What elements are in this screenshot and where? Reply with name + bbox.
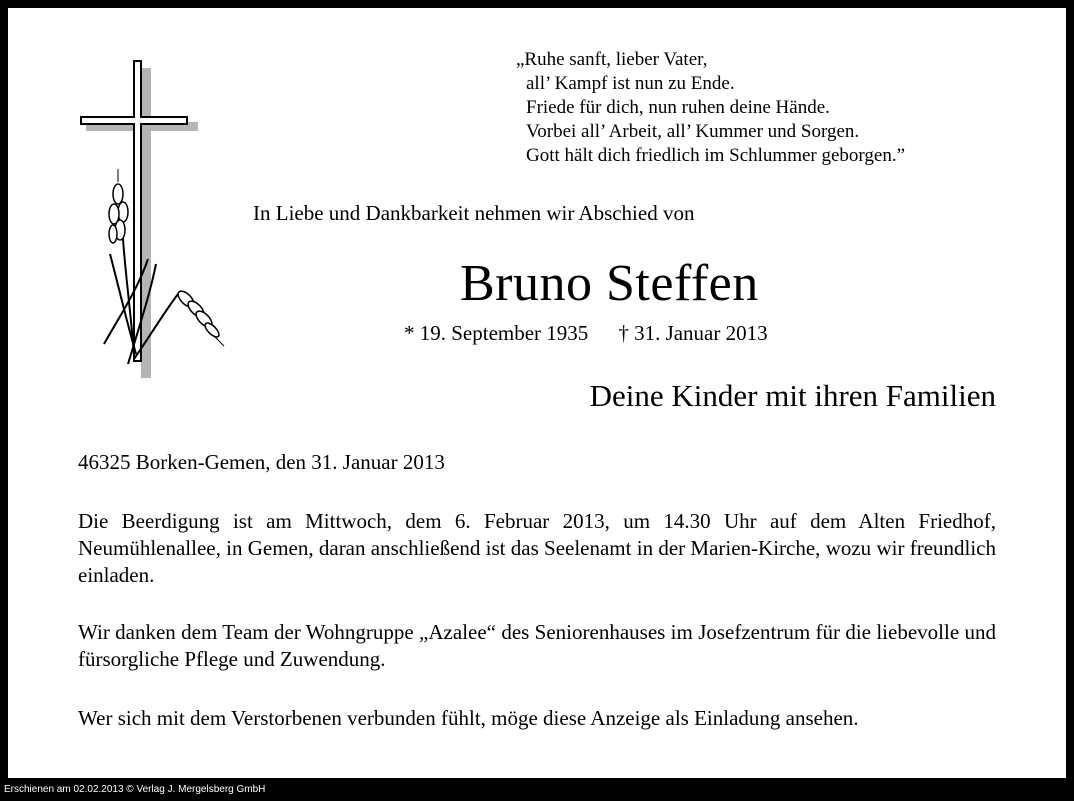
poem-line: Friede für dich, nun ruhen deine Hände. xyxy=(526,97,830,118)
funeral-paragraph: Die Beerdigung ist am Mittwoch, dem 6. Februar 2013, um 14.30 Uhr auf dem Alten Friedhof, Neumühlenallee, in Gemen, daran anschließend ist das Seelenamt in der Marien-Kirche, wozu wir freundlich einladen. xyxy=(78,509,996,587)
mourners: Deine Kinder mit ihren Familien xyxy=(589,378,996,413)
poem-line: „Ruhe sanft, lieber Vater, xyxy=(516,49,708,70)
cross-wheat-icon xyxy=(78,54,228,384)
place-date: 46325 Borken-Gemen, den 31. Januar 2013 xyxy=(78,450,445,474)
birth-date: * 19. September 1935 xyxy=(404,321,589,345)
intro-text: In Liebe und Dankbarkeit nehmen wir Abschied von xyxy=(253,201,695,225)
poem-line: Gott hält dich friedlich im Schlummer geborgen.” xyxy=(526,145,906,166)
thanks-paragraph: Wir danken dem Team der Wohngruppe „Azalee“ des Seniorenhauses im Josefzentrum für die liebevolle und fürsorgliche Pflege und Zuwendung. xyxy=(78,620,996,671)
obituary-card xyxy=(8,8,1066,778)
death-date: † 31. Januar 2013 xyxy=(618,321,768,345)
life-dates xyxy=(404,321,768,346)
publication-footer: Erschienen am 02.02.2013 © Verlag J. Mergelsberg GmbH xyxy=(4,784,266,795)
poem-line: all’ Kampf ist nun zu Ende. xyxy=(526,73,735,94)
deceased-name: Bruno Steffen xyxy=(460,255,759,312)
invitation-paragraph: Wer sich mit dem Verstorbenen verbunden fühlt, möge diese Anzeige als Einladung ansehen. xyxy=(78,706,859,730)
poem-line: Vorbei all’ Arbeit, all’ Kummer und Sorgen. xyxy=(526,121,860,142)
poem xyxy=(516,48,905,168)
